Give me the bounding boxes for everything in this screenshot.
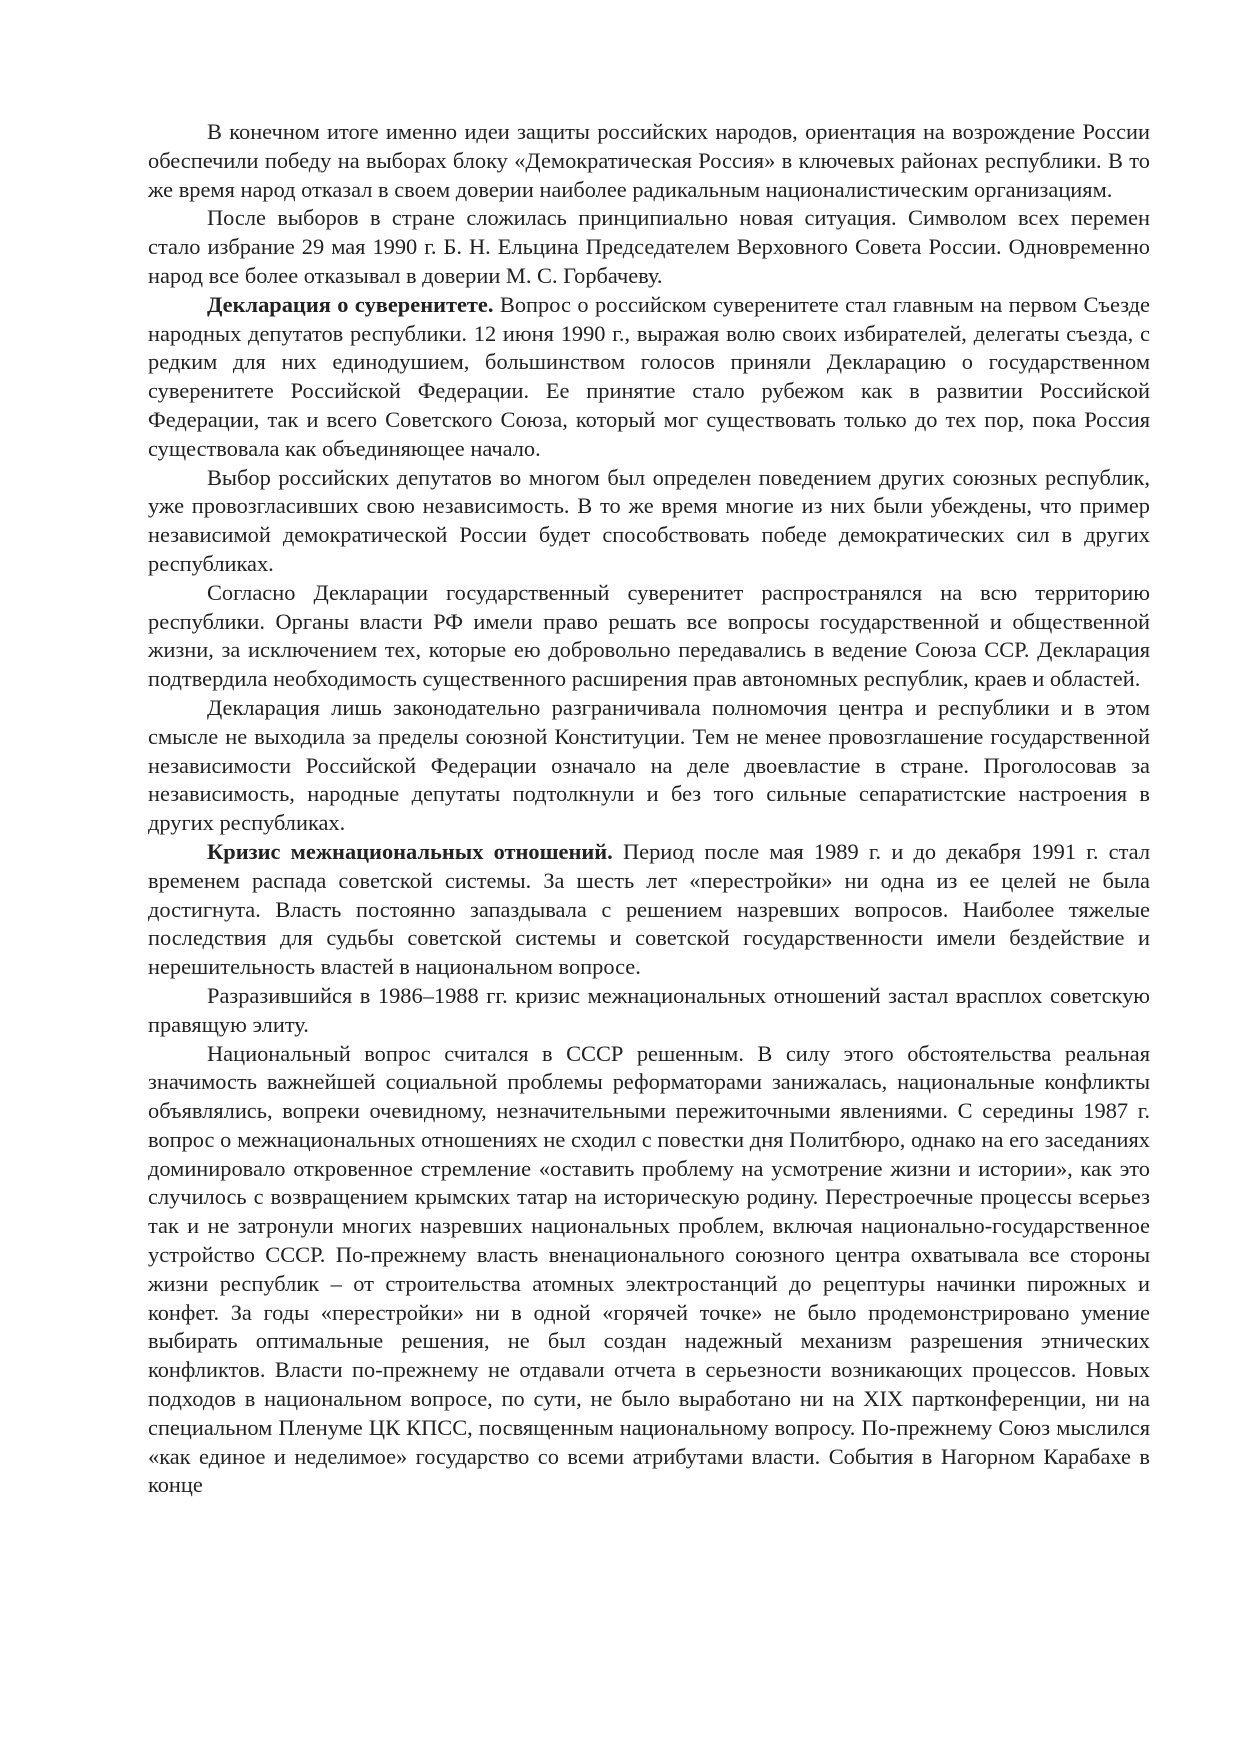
paragraph xyxy=(148,579,1150,694)
paragraph xyxy=(148,1040,1150,1501)
paragraph xyxy=(148,464,1150,579)
document-page xyxy=(148,118,1150,1500)
paragraph-text: После выборов в стране сложилась принципиально новая ситуация. Символом всех перемен стало избрание 29 мая 1990 г. Б. Н. Ельцина Председателем Верховного Совета России. Одновременно народ все более отказывал в доверии М. С. Горбачеву. xyxy=(148,205,1150,288)
paragraph-text: Разразившийся в 1986–1988 гг. кризис межнациональных отношений застал врасплох советскую правящую элиту. xyxy=(148,982,1150,1037)
paragraph xyxy=(148,838,1150,982)
paragraph-text: Выбор российских депутатов во многом был определен поведением других союзных республик, уже провозгласивших свою независимость. В то же время многие из них были убеждены, что пример независимой демократической России будет способствовать победе демократических сил в других республиках. xyxy=(148,464,1150,576)
paragraph xyxy=(148,204,1150,290)
paragraph xyxy=(148,694,1150,838)
paragraph-text: Согласно Декларации государственный суверенитет распространялся на всю территорию республики. Органы власти РФ имели право решать все вопросы государственной и общественной жизни, за исключением тех, которые ею добровольно передавались в ведение Союза ССР. Декларация подтвердила необходимость существенного расширения прав автономных республик, краев и областей. xyxy=(148,579,1150,692)
section-heading-sovereignty: Декларация о суверенитете. xyxy=(207,291,494,317)
paragraph-text: Период после мая 1989 г. и до декабря 1991 г. стал временем распада советской системы. За шесть лет «перестройки» ни одна из ее целей не была достигнута. Власть постоянно запаздывала с решением назревших вопросов. Наиболее тяжелые последствия для судьбы советской системы и советской государственности имели бездействие и нерешительность властей в национальном вопросе. xyxy=(148,838,1150,980)
paragraph-text: Вопрос о российском суверенитете стал главным на первом Съезде народных депутатов республики. 12 июня 1990 г., выражая волю своих избирателей, делегаты съезда, с редким для них единодушием, большинством голосов приняли Декларацию о государственном суверенитете Российской Федерации. Ее принятие стало рубежом как в развитии Российской Федерации, так и всего Советского Союза, который мог существовать только до тех пор, пока Россия существовала как объединяющее начало. xyxy=(148,291,1150,461)
paragraph-text: В конечном итоге именно идеи защиты российских народов, ориентация на возрождение России обеспечили победу на выборах блоку «Демократическая Россия» в ключевых районах республики. В то же время народ отказал в своем доверии наиболее радикальным националистическим организациям. xyxy=(148,119,1150,202)
section-heading-crisis: Кризис межнациональных отношений. xyxy=(207,838,613,864)
paragraph xyxy=(148,118,1150,204)
paragraph-text: Декларация лишь законодательно разграничивала полномочия центра и республики и в этом смысле не выходила за пределы союзной Конституции. Тем не менее провозглашение государственной независимости Российской Федерации означало на деле двоевластие в стране. Проголосовав за независимость, народные депутаты подтолкнули и без того сильные сепаратистские настроения в других республиках. xyxy=(148,694,1150,836)
paragraph-text: Национальный вопрос считался в СССР решенным. В силу этого обстоятельства реальная значимость важнейшей социальной проблемы реформаторами занижалась, национальные конфликты объявлялись, вопреки очевидному, незначительными пережиточными явлениями. С середины 1987 г. вопрос о межнациональных отношениях не сходил с повестки дня Политбюро, однако на его заседаниях доминировало откровенное стремление «оставить проблему на усмотрение жизни и истории», как это случилось с возвращением крымских татар на историческую родину. Перестроечные процессы всерьез так и не затронули многих назревших национальных проблем, включая национально-государственное устройство СССР. По-прежнему власть вненационального союзного центра охватывала все стороны жизни республик – от строительства атомных электростанций до рецептуры начинки пирожных и конфет. За годы «перестройки» ни в одной «горячей точке» не было продемонстрировано умение выбирать оптимальные решения, не был создан надежный механизм разрешения этнических конфликтов. Власти по-прежнему не отдавали отчета в серьезности возникающих процессов. Новых подходов в национальном вопросе, по сути, не было выработано ни на XIX партконференции, ни на специальном Пленуме ЦК КПСС, посвященным национальному вопросу. По-прежнему Союз мыслился «как единое и неделимое» государство со всеми атрибутами власти. События в Нагорном Карабахе в конце xyxy=(148,1040,1150,1498)
paragraph xyxy=(148,982,1150,1040)
paragraph xyxy=(148,291,1150,464)
